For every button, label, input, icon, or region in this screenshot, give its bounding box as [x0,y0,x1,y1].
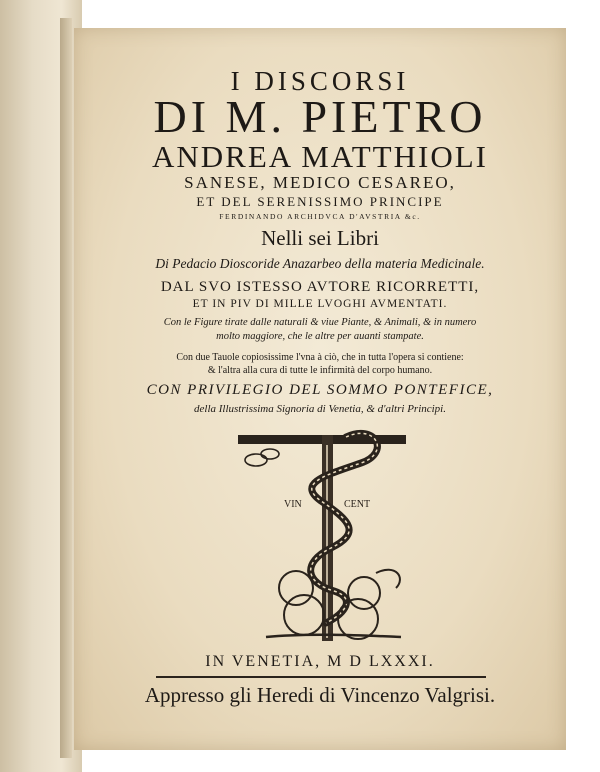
tables-line-1: Con due Tauole copiosissime l'vna à ciò, che in tutta l'opera si contiene: [176,352,464,363]
tables-line-2: & l'altra alla cura di tutte le infirmità del corpo humano. [207,365,433,376]
author-name: ANDREA MATTHIOLI [152,139,488,174]
tau-cross-serpent-emblem-icon [226,423,436,648]
privilege-line-1: CON PRIVILEGIO DEL SOMMO PONTEFICE, [146,382,494,398]
figures-line-2: molto maggiore, che le altre per auanti stampate. [216,331,424,342]
title-line-1: I DISCORSI [230,66,410,96]
publisher: Appresso gli Heredi di Vincenzo Valgrisi. [144,683,496,707]
divider-rule [156,676,486,678]
motto-right: CENT [344,499,371,510]
imprint: IN VENETIA, M D LXXXI. [205,653,435,670]
privilege-line-2: della Illustrissima Signoria di Venetia, & d'altri Principi. [194,403,446,415]
page-edges [60,18,72,758]
revision-line-2: ET IN PIV DI MILLE LVOGHI AVMENTATI. [192,298,448,310]
subtitle-dioscoride: Di Pedacio Dioscoride Anazarbeo della materia Medicinale. [155,256,485,271]
motto-left: VIN [284,499,302,510]
figures-line-1: Con le Figure tirate dalle naturali & viue Piante, & Animali, & in numero [163,317,477,328]
title-line-2: DI M. PIETRO [153,91,487,142]
author-title-2: ET DEL SERENISSIMO PRINCIPE [196,194,444,209]
author-title-3: FERDINANDO ARCHIDVCA D'AVSTRIA &c. [219,212,421,221]
author-title-1: SANESE, MEDICO CESAREO, [184,173,456,192]
revision-line-1: DAL SVO ISTESSO AVTORE RICORRETTI, [160,279,480,295]
title-page [74,28,566,750]
subtitle: Nelli sei Libri [261,226,379,250]
